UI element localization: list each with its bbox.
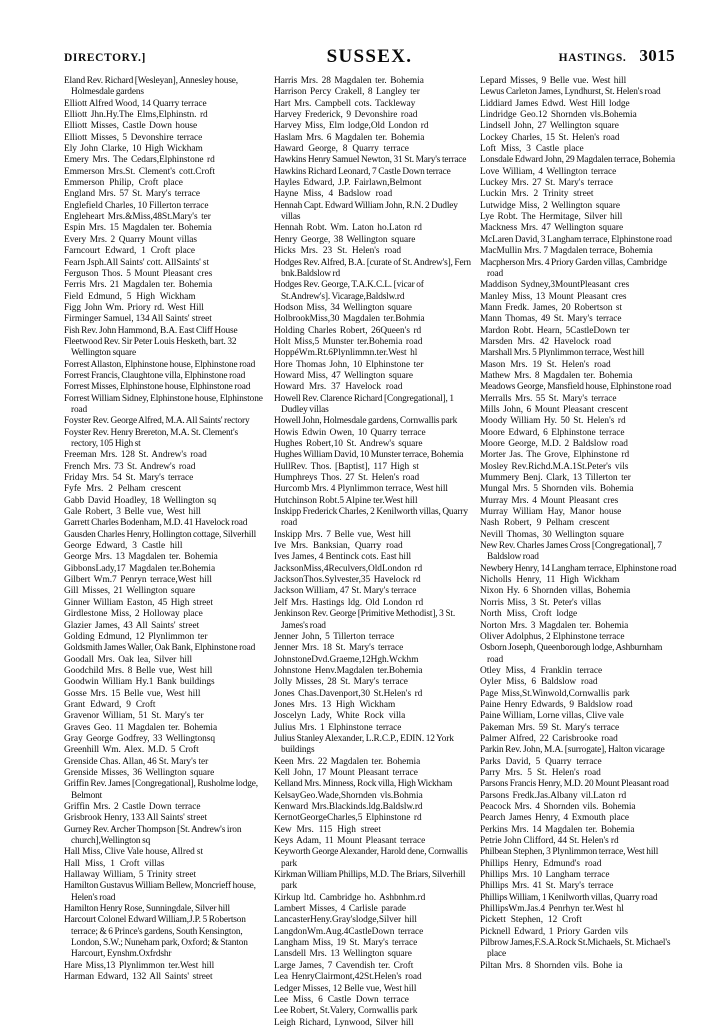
directory-entry: Hayne Miss, 4 Badslow road — [274, 189, 393, 200]
directory-entry: Lindridge Geo.12 Shornden vls.Bohemia — [480, 110, 637, 121]
directory-entry: Hart Mrs. Campbell cots. Tackleway — [274, 98, 416, 109]
directory-entry: Englefield Charles, 10 Fillerton terrace — [64, 200, 209, 211]
directory-entry: Luckey Mrs. 27 St. Mary's terrace — [480, 178, 613, 189]
directory-entry: KelsayGeo.Wade,Shornden vls.Bohmia — [274, 790, 423, 801]
directory-entry: Moore Edward, 6 Elphinstone terrace — [480, 427, 625, 438]
directory-column-2 — [268, 76, 474, 1028]
directory-entry: Newbery Henry, 14 Langham terrace, Elphinstone road — [480, 563, 677, 574]
directory-entry: Gosse Mrs. 15 Belle vue, West hill — [64, 688, 201, 699]
directory-entry: Macpherson Mrs. 4 Priory Garden villas, Cambridge road — [480, 257, 667, 279]
directory-entry: Gravenor William, 51 St. Mary's ter — [64, 711, 204, 722]
directory-entry: Goldsmith James Waller, Oak Bank, Elphinstone road — [64, 643, 256, 654]
directory-entry: MacMullin Mrs. 7 Magdalen terrace, Bohemia — [480, 246, 653, 257]
directory-entry: Hodson Miss, 34 Wellington square — [274, 302, 412, 313]
directory-entry: Gurney Rev. Archer Thompson [St. Andrew's iron church],Wellington sq — [64, 824, 242, 847]
directory-entry: LangdonWm.Aug.4CastleDown terrace — [274, 926, 424, 937]
directory-entry: Marsden Mrs. 42 Havelock road — [480, 336, 611, 347]
directory-entry: Liddiard James Edwd. West Hill lodge — [480, 98, 630, 109]
directory-entry: England Mrs. 57 St. Mary's terrace — [64, 189, 200, 200]
directory-entry: Page Miss,St.Winwold,Cornwallis park — [480, 688, 630, 699]
running-head — [64, 46, 675, 68]
directory-entry: Forrest Allaston, Elphinstone house, Elphinstone road — [64, 359, 256, 370]
directory-entry: Palmer Alfred, 22 Carisbrooke road — [480, 733, 618, 744]
directory-entry: Engleheart Mrs.&Miss,48St.Mary's ter — [64, 212, 211, 223]
directory-entry: North Miss, Croft lodge — [480, 609, 578, 620]
directory-entry: Norton Mrs. 3 Magdalen ter. Bohemia — [480, 620, 629, 631]
directory-entry: Farncourt Edward, 1 Croft place — [64, 246, 195, 257]
directory-entry: Norris Miss, 3 St. Peter's villas — [480, 597, 601, 608]
directory-entry: Glazier James, 43 All Saints' street — [64, 620, 200, 631]
directory-entry: Griffin Mrs. 2 Castle Down terrace — [64, 802, 201, 812]
directory-entry: Hodges Rev. George, T.A.K.C.L. [vicar of St.Andrew's]. Vicarage,Baldslw.rd — [274, 280, 424, 302]
directory-entry: Jenkinson Rev. George [Primitive Methodist], 3 St. James's road — [274, 609, 456, 631]
directory-entry: Gausden Charles Henry, Hollington cottage, Silverhill — [64, 529, 257, 540]
directory-entry: Luckin Mrs. 2 Trinity street — [480, 189, 594, 200]
directory-entry: Goodall Mrs. Oak lea, Silver hill — [64, 654, 193, 665]
directory-entry: JacksonMiss,4Reculvers,OldLondon rd — [274, 563, 423, 574]
directory-entry: Lepard Misses, 9 Belle vue. West hill — [480, 76, 627, 86]
directory-entry: Jelf Mrs. Hastings ldg. Old London rd — [274, 597, 424, 608]
directory-entry: Fleetwood Rev. Sir Peter Louis Hesketh, bart. 32 Wellington square — [64, 336, 237, 359]
directory-entry: Fyfe Mrs. 2 Pelham crescent — [64, 484, 182, 495]
directory-entry: Joscelyn Lady, White Rock villa — [274, 711, 406, 722]
directory-entry: Murray William Hay, Manor house — [480, 507, 622, 518]
directory-entry: Julius Stanley Alexander, L.R.C.P., EDIN. 12 York buildings — [274, 733, 454, 756]
directory-entry: Hennah Capt. Edward William John, R.N. 2 Dudley villas — [274, 200, 458, 223]
directory-entry: Ely John Clarke, 10 High Wickham — [64, 144, 203, 155]
directory-entry: Hutchinson Robt.5 Alpine ter.West hill — [274, 495, 418, 506]
directory-entry: Harcourt Colonel Edward William,J.P. 5 Robertson terrace; & 6 Prince's gardens, South Kensington, London, S.W.; Nuneham park, Oxford; & Stanton Harcourt, Eynshm.Oxfrdshr — [64, 915, 248, 960]
directory-entry: Moody William Hy. 50 St. Helen's rd — [480, 416, 626, 427]
directory-entry: Haslam Mrs. 6 Magdalen ter. Bohemia — [274, 132, 425, 143]
directory-entry: Hughes William David, 10 Munster terrace, Bohemia — [274, 450, 464, 461]
directory-entry: Perkins Mrs. 14 Magdalen ter. Bohemia — [480, 824, 635, 835]
directory-entry: Lansdell Mrs. 13 Wellington square — [274, 949, 412, 960]
directory-entry: Field Edmund, 5 High Wickham — [64, 291, 196, 302]
directory-entry: Hamilton Gustavus William Bellew, Moncrieff house, Helen's road — [64, 881, 256, 903]
directory-entry: Inskipp Mrs. 7 Belle vue, West hill — [274, 529, 411, 540]
directory-entry: Keen Mrs. 22 Magdalen ter. Bohemia — [274, 756, 421, 767]
directory-entry: Inskipp Frederick Charles, 2 Kenilworth villas, Quarry road — [274, 507, 468, 529]
directory-entry: Mills John, 6 Mount Pleasant crescent — [480, 404, 628, 415]
directory-entry: Kew Mrs. 115 High street — [274, 824, 381, 835]
directory-entry: Hamilton Henry Rose, Sunningdale, Silver hill — [64, 904, 230, 915]
directory-entry: Espin Mrs. 15 Magdalen ter. Bohemia — [64, 223, 212, 234]
directory-entry: Phillips Mrs. 10 Langham terrace — [480, 870, 610, 881]
directory-entry: Emery Mrs. The Cedars,Elphinstone rd — [64, 155, 215, 166]
page-number: 3015 — [639, 46, 675, 65]
directory-entry: Keyworth George Alexander, Harold dene, Cornwallis park — [274, 847, 468, 869]
directory-entry: HolbrookMiss,30 Magdalen ter.Bohmia — [274, 314, 425, 325]
directory-entry: Jones Chas.Davenport,30 St.Helen's rd — [274, 688, 423, 699]
directory-entry: Lockey Charles, 15 St. Helen's road — [480, 132, 620, 143]
directory-entry: Merralls Mrs. 55 St. Mary's terrace — [480, 393, 617, 404]
directory-entry: Forrest Francis, Claughtone villa, Elphinstone road — [64, 370, 246, 381]
directory-entry: Gray George Godfrey, 33 Wellingtonsq — [64, 733, 216, 744]
directory-entry: Emmerson Philip, Croft place — [64, 178, 183, 189]
directory-entry: Howard Mrs. 37 Havelock road — [274, 382, 403, 393]
directory-entry: Ferguson Thos. 5 Mount Pleasant cres — [64, 268, 213, 279]
directory-entry: Mosley Rev.Richd.M.A.1St.Peter's vils — [480, 461, 629, 472]
directory-entry: Gale Robert, 3 Belle vue, West hill — [64, 507, 201, 518]
directory-entry: Jolly Misses, 28 St. Mary's terrace — [274, 677, 408, 688]
running-head-left: DIRECTORY.] — [64, 52, 146, 64]
directory-entry: Pearch James Henry, 4 Exmouth place — [480, 813, 629, 824]
directory-entry: Marshall Mrs. 5 Plynlimmon terrace, West hill — [480, 348, 645, 359]
directory-entry: New Rev. Charles James Cross [Congregational], 7 Baldslow road — [480, 541, 662, 563]
directory-entry: Elliott Misses, 5 Devonshire terrace — [64, 132, 203, 143]
directory-entry: Gilbert Wm.7 Penryn terrace,West hill — [64, 575, 212, 586]
running-head-title: SUSSEX. — [326, 46, 413, 67]
directory-entry: Kelland Mrs. Minness, Rock villa, High Wickham — [274, 779, 453, 790]
directory-entry: GibbonsLady,17 Magdalen ter.Bohemia — [64, 563, 216, 574]
directory-entry: Leigh Richard, Lynwood, Silver hill — [274, 1017, 414, 1028]
directory-entry: Lindsell John, 27 Wellington square — [480, 121, 619, 132]
directory-entry: Kirkup ltd. Cambridge ho. Ashbnhm.rd — [274, 892, 426, 903]
directory-entry: Nicholls Henry, 11 High Wickham — [480, 575, 620, 586]
directory-entry: Oliver Adolphus, 2 Elphinstone terrace — [480, 631, 625, 642]
directory-entry: Hall Miss, 1 Croft villas — [64, 858, 165, 869]
directory-entry: Harvey Frederick, 9 Devonshire road — [274, 110, 418, 121]
directory-entry: Ginner William Easton, 45 High street — [64, 597, 213, 608]
directory-entry: Jones Mrs. 13 High Wickham — [274, 699, 396, 710]
directory-entry: Paine Henry Edwards, 9 Baldslow road — [480, 699, 633, 710]
directory-entry: Ive Mrs. Banksian, Quarry road — [274, 541, 403, 552]
directory-entry: Girdlestone Miss, 2 Holloway place — [64, 609, 203, 620]
directory-entry: Elliott Misses, Castle Down house — [64, 121, 198, 132]
directory-entry: Holt Miss,5 Munster ter.Bohemia road — [274, 336, 423, 347]
directory-entry: Meadows George, Mansfield house, Elphinstone road — [480, 382, 672, 393]
directory-entry: Every Mrs. 2 Quarry Mount villas — [64, 234, 198, 245]
directory-entry: Jenner John, 5 Tillerton terrace — [274, 631, 395, 642]
directory-entry: Nevill Thomas, 30 Wellington square — [480, 529, 624, 540]
directory-entry: Pakeman Mrs. 59 St. Mary's terrace — [480, 722, 620, 733]
directory-entry: Mungal Mrs. 5 Shornden vils. Bohemia — [480, 484, 634, 495]
directory-entry: Keys Adam, 11 Mount Pleasant terrace — [274, 836, 426, 847]
directory-entry: Lambert Misses, 4 Carlisle parade — [274, 904, 407, 915]
directory-entry: Howell John, Holmesdale gardens, Cornwallis park — [274, 416, 458, 427]
directory-entry: Large James, 7 Cavendish ter. Croft — [274, 960, 414, 971]
directory-entry: Greenhill Wm. Alex. M.D. 5 Croft — [64, 745, 199, 756]
directory-entry: Forrest William Sidney, Elphinstone house, Elphinstone road — [64, 393, 263, 415]
directory-entry: Fish Rev. John Hammond, B.A. East Cliff House — [64, 325, 238, 336]
directory-entry: Firminger Samuel, 134 All Saints' street — [64, 314, 212, 325]
directory-entry: Emmerson Mrs.St. Clement's cott.Croft — [64, 166, 215, 177]
directory-entry: Grenside Chas. Allan, 46 St. Mary's ter — [64, 756, 209, 767]
directory-entry: Kell John, 17 Mount Pleasant terrace — [274, 767, 418, 778]
directory-entry: Mardon Robt. Hearn, 5CastleDown ter — [480, 325, 630, 336]
directory-entry: Mathew Mrs. 8 Magdalen ter. Bohemia — [480, 370, 633, 381]
directory-entry: Jenner Mrs. 18 St. Mary's terrace — [274, 643, 404, 654]
directory-entry: Manley Miss, 13 Mount Pleasant cres — [480, 291, 627, 302]
directory-entry: Picknell Edward, 1 Priory Garden vils — [480, 926, 628, 937]
directory-entry: McLaren David, 3 Langham terrace, Elphinstone road — [480, 234, 672, 245]
directory-entry: Maddison Sydney,3MountPleasant cres — [480, 280, 630, 291]
directory-entry: Mann Thomas, 49 St. Mary's terrace — [480, 314, 622, 325]
directory-entry: Ledger Misses, 12 Belle vue, West hill — [274, 983, 417, 994]
directory-entry: Figg John Wm. Priory rd. West Hill — [64, 302, 204, 313]
directory-entry: Lea HenryClairmont,42St.Helen's road — [274, 972, 422, 983]
directory-entry: Grisbrook Henry, 133 All Saints' street — [64, 813, 208, 824]
directory-column-3 — [474, 76, 677, 976]
directory-entry: Pilbrow James,F.S.A.Rock St.Michaels, St. Michael's place — [480, 938, 671, 960]
directory-entry: Piltan Mrs. 8 Shornden vils. Bohe ia — [480, 960, 623, 971]
directory-entry: Otley Miss, 4 Franklin terrace — [480, 665, 603, 676]
directory-entry: Kirkman William Phillips, M.D. The Briars, Silverhill park — [274, 870, 466, 892]
directory-entry: Hodges Rev. Alfred, B.A. [curate of St. Andrew's], Fern bnk.Baldslow rd — [274, 257, 471, 279]
directory-entry: Freeman Mrs. 128 St. Andrew's road — [64, 450, 207, 461]
directory-entry: Lutwidge Miss, 2 Wellington square — [480, 200, 620, 211]
directory-entry: Lee Miss, 6 Castle Down terrace — [274, 994, 409, 1005]
directory-entry: Harman Edward, 132 All Saints' street — [64, 972, 213, 983]
directory-entry: Phillips Henry, Edmund's road — [480, 858, 602, 869]
directory-entry: Loft Miss, 3 Castle place — [480, 144, 584, 155]
directory-entry: Foyster Rev. George Alfred, M.A. All Saints' rectory — [64, 416, 250, 427]
directory-entry: Henry George, 38 Wellington square — [274, 234, 416, 245]
directory-column-1 — [64, 76, 268, 983]
directory-entry: Hurcomb Mrs. 4 Plynlimmon terrace, West hill — [274, 484, 448, 495]
directory-entry: Peacock Mrs. 4 Shornden vils. Bohemia — [480, 802, 636, 812]
directory-entry: Harvey Miss, Elm lodge,Old London rd — [274, 121, 429, 132]
directory-entry: Ives James, 4 Bentinck cots. East hill — [274, 552, 412, 563]
directory-entry: French Mrs. 73 St. Andrew's road — [64, 461, 196, 472]
directory-entry: Parsons Fredk.Jas.Albany vil.Laton rd — [480, 790, 627, 801]
directory-entry: Graves Geo. 11 Magdalen ter. Bohemia — [64, 722, 218, 733]
directory-entry: Parsons Francis Henry, M.D. 20 Mount Pleasant road — [480, 779, 669, 790]
directory-entry: Julius Mrs. 1 Elphinstone terrace — [274, 722, 402, 733]
directory-entry: Nixon Hy. 6 Shornden villas, Bohemia — [480, 586, 631, 597]
directory-entry: Hayles Edward, J.P. Fairlawn,Belmont — [274, 178, 422, 189]
directory-entry: Hall Miss, Clive Vale house, Allred st — [64, 847, 204, 858]
directory-entry: LancasterHeny.Gray'slodge,Silver hill — [274, 915, 417, 926]
directory-entry: Goodchild Mrs. 8 Belle vue, West hill — [64, 665, 213, 676]
directory-entry: Hore Thomas John, 10 Elphinstone ter — [274, 359, 424, 370]
directory-entry: Howard Miss, 47 Wellington square — [274, 370, 413, 381]
directory-entry: Petrie John Clifford, 44 St. Helen's rd — [480, 836, 619, 847]
directory-entry: Friday Mrs. 54 St. Mary's terrace — [64, 473, 194, 484]
directory-entry: Langham Miss, 19 St. Mary's terrace — [274, 938, 418, 949]
directory-entry: Grant Edward, 9 Croft — [64, 699, 156, 710]
directory-entry: Murray Mrs. 4 Mount Pleasant cres — [480, 495, 619, 506]
directory-entry: JacksonThos.Sylvester,35 Havelock rd — [274, 575, 421, 586]
directory-entry: Elliott Alfred Wood, 14 Quarry terrace — [64, 98, 207, 109]
directory-entry: Garrett Charles Bodenham, M.D. 41 Havelock road — [64, 518, 248, 529]
directory-entry: Nash Robert, 9 Pelham crescent — [480, 518, 610, 529]
directory-entry: George Edward, 3 Castle hill — [64, 541, 183, 552]
directory-entry: Elliott Jhn.Hy.The Elms,Elphinstn. rd — [64, 110, 208, 121]
directory-entry: Paine William, Lorne villas, Clive vale — [480, 711, 624, 722]
directory-entry: Hallaway William, 5 Trinity street — [64, 870, 197, 881]
directory-entry: George Mrs. 13 Magdalen ter. Bohemia — [64, 552, 218, 563]
directory-entry: Harris Mrs. 28 Magdalen ter. Bohemia — [274, 76, 424, 86]
directory-entry: Ferris Mrs. 21 Magdalen ter. Bohemia — [64, 280, 213, 291]
directory-entry: Forrest Misses, Elphinstone house, Elphinstone road — [64, 382, 251, 393]
directory-entry: Foyster Rev. Henry Brereton, M.A. St. Clement's rectory, 105 High st — [64, 427, 238, 449]
directory-entry: Jackson William, 47 St. Mary's terrace — [274, 586, 417, 597]
directory-entry: Hawkins Richard Leonard, 7 Castle Down terrace — [274, 166, 451, 177]
directory-entry: HullRev. Thos. [Baptist], 117 High st — [274, 461, 419, 472]
directory-entry: Humphreys Thos. 27 St. Helen's road — [274, 473, 420, 484]
directory-entry: Lonsdale Edward John, 29 Magdalen terrace, Bohemia — [480, 155, 675, 166]
directory-entry: Phillips William, 1 Kenilworth villas, Quarry road — [480, 892, 658, 903]
directory-entry: Holding Charles Robert, 26Queen's rd — [274, 325, 422, 336]
directory-entry: Lewus Carleton James, Lyndhurst, St. Helen's road — [480, 87, 661, 98]
directory-entry: Morter Jas. The Grove, Elphinstone rd — [480, 450, 630, 461]
directory-entry: HoppéWm.Rt.6Plynlimmn.ter.West hl — [274, 348, 418, 359]
directory-entry: Golding Edmund, 12 Plynlimmon ter — [64, 631, 208, 642]
directory-entry: Grenside Misses, 36 Wellington square — [64, 767, 215, 778]
directory-entry: Hughes Robert,10 St. Andrew's square — [274, 439, 423, 449]
directory-entry: Howell Rev. Clarence Richard [Congregational], 1 Dudley villas — [274, 393, 454, 415]
directory-entry: Mann Fredk. James, 20 Robertson st — [480, 302, 623, 313]
directory-entry: Parkin Rev. John, M.A. [surrogate], Halton vicarage — [480, 745, 665, 756]
directory-entry: Gill Misses, 21 Wellington square — [64, 586, 196, 597]
directory-entry: KernotGeorgeCharles,5 Elphinstone rd — [274, 813, 422, 824]
directory-entry: Eland Rev. Richard [Wesleyan], Annesley house, Holmesdale gardens — [64, 76, 238, 98]
directory-entry: Goodwin William Hy.1 Bank buildings — [64, 677, 215, 688]
directory-columns — [64, 76, 677, 1028]
directory-entry: Johnstone Henv.Magdalen ter.Bohemia — [274, 665, 423, 676]
directory-entry: Hennah Robt. Wm. Laton ho.Laton rd — [274, 223, 422, 234]
directory-entry: Pickett Stephen, 12 Croft — [480, 915, 582, 926]
directory-entry: Hare Miss,13 Plynlimmon ter.West hill — [64, 960, 215, 971]
directory-entry: Kenward Mrs.Blackinds.ldg.Baldslw.rd — [274, 802, 423, 812]
directory-entry: Griffin Rev. James [Congregational], Rusholme lodge, Belmont — [64, 779, 258, 801]
directory-entry: Harrison Percy Crakell, 8 Langley ter — [274, 87, 420, 98]
directory-entry: Mummery Benj. Clark, 13 Tillerton ter — [480, 473, 631, 484]
directory-entry: Fearn Jsph.All Saints' cott. AllSaints' st — [64, 257, 210, 268]
directory-entry: JohnstoneDvd.Graeme,12Hgh.Wckhm — [274, 654, 419, 665]
directory-entry: Haward George, 8 Quarry terrace — [274, 144, 409, 155]
directory-entry: Hicks Mrs. 23 St. Helen's road — [274, 246, 401, 257]
directory-entry: Philbean Stephen, 3 Plynlimmon terrace, West hill — [480, 847, 659, 858]
directory-entry: Parry Mrs. 5 St. Helen's road — [480, 767, 601, 778]
directory-entry: Mackness Mrs. 47 Wellington square — [480, 223, 624, 234]
directory-entry: PhillipsWm.Jas.4 Penrhyn ter.West hl — [480, 904, 624, 915]
directory-entry: Parks David, 5 Quarry terrace — [480, 756, 602, 767]
directory-entry: Moore George, M.D. 2 Baldslow road — [480, 439, 628, 449]
directory-entry: Oyler Miss, 6 Baldslow road — [480, 677, 598, 688]
directory-entry: Howis Edwin Owen, 10 Quarry terrace — [274, 427, 426, 438]
directory-entry: Phillips Mrs. 41 St. Mary's terrace — [480, 881, 614, 892]
directory-entry: Love William, 4 Wellington terrace — [480, 166, 617, 177]
running-head-location: HASTINGS. — [558, 52, 627, 64]
directory-entry: Osborn Joseph, Queenborough lodge, Ashburnham road — [480, 643, 663, 665]
directory-entry: Hawkins Henry Samuel Newton, 31 St. Mary's terrace — [274, 155, 467, 166]
directory-entry: Lee Robert, St.Valery, Cornwallis park — [274, 1006, 418, 1017]
directory-entry: Gabb David Hoadley, 18 Wellington sq — [64, 495, 217, 506]
directory-entry: Lye Robt. The Hermitage, Silver hill — [480, 212, 623, 223]
directory-entry: Mason Mrs. 19 St. Helen's road — [480, 359, 611, 370]
